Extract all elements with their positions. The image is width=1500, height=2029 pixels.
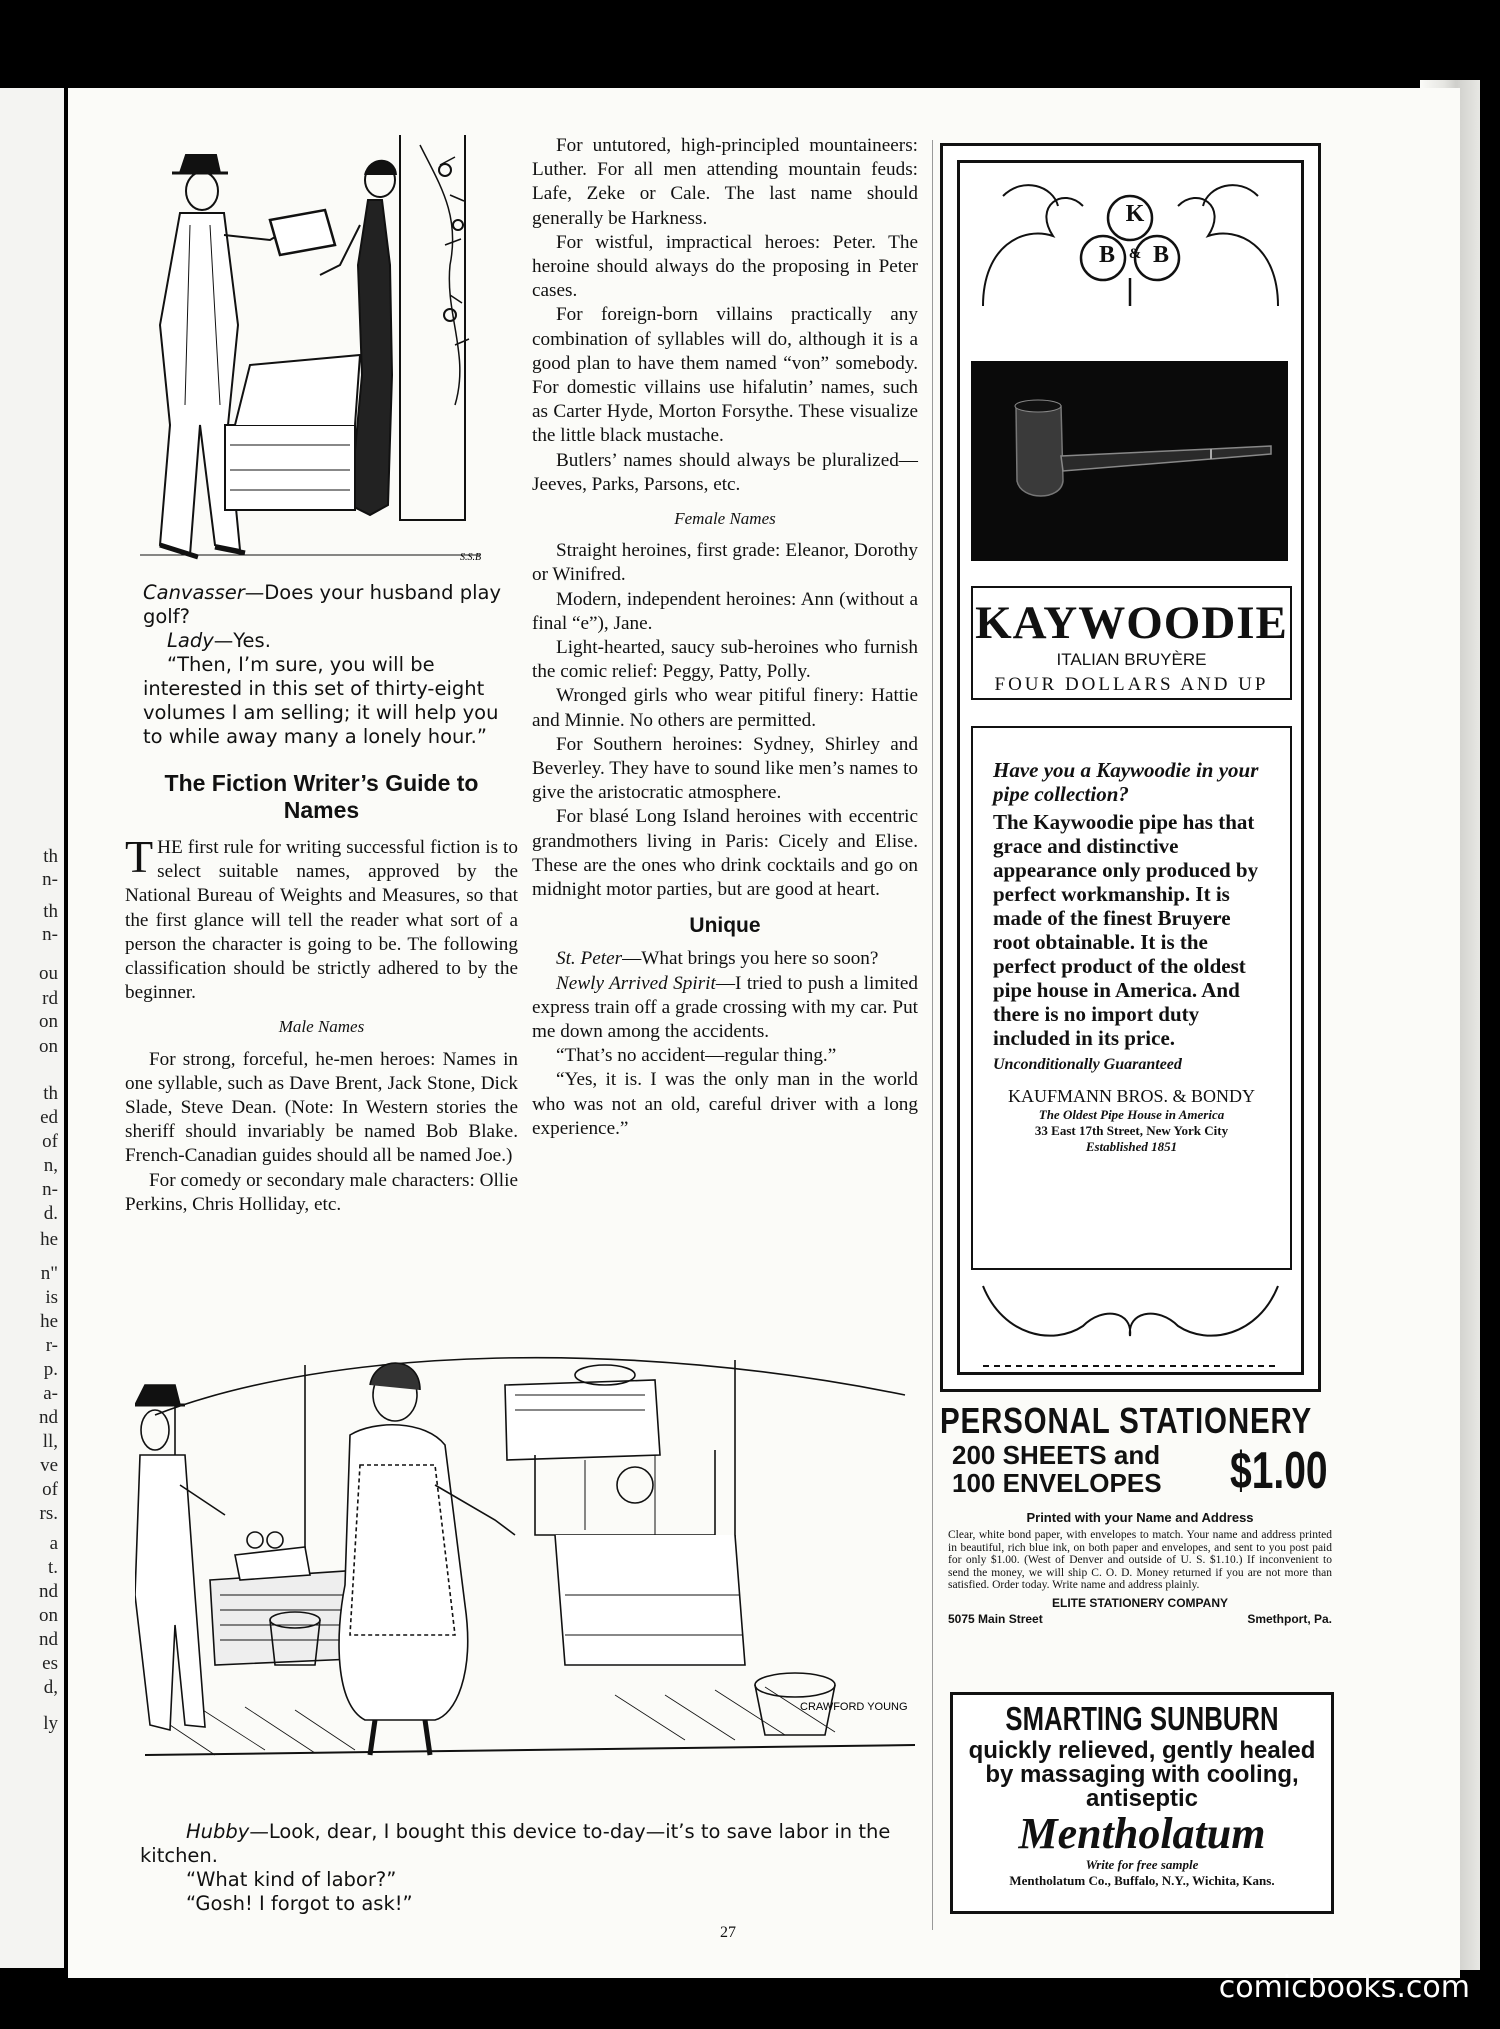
female-paragraph: For blasé Long Island heroines with eccentric grandmothers living in Paris: Cicely and Elise. These are the ones who drink cocktails and go on midnight motor parties, but are good at heart. — [532, 806, 918, 901]
emblem-letter: & — [1128, 246, 1142, 262]
ornament-top-icon — [963, 166, 1298, 316]
facing-page-edge — [0, 88, 64, 1968]
facing-page-fragment: rs. — [39, 1503, 58, 1524]
facing-page-fragment: nd — [39, 1581, 58, 1602]
facing-page-fragment: a- — [43, 1383, 58, 1404]
facing-page-fragment: ll, — [42, 1431, 58, 1452]
facing-page-fragment: is — [45, 1287, 58, 1308]
page-number: 27 — [720, 1924, 736, 1941]
brand-panel — [971, 586, 1292, 700]
article-left-column — [125, 770, 518, 1217]
unique-line: “That’s no accident—regular thing.” — [556, 1045, 837, 1067]
unique-line: “Yes, it is. I was the only man in the world who was not an old, careful driver with a long experience.” — [532, 1069, 918, 1139]
stationery-city: Smethport, Pa. — [1247, 1611, 1332, 1626]
stationery-price: $1.00 — [1230, 1442, 1328, 1500]
facing-page-fragment: of — [42, 1131, 58, 1152]
facing-page-fragment: ve — [40, 1455, 58, 1476]
kaywoodie-established: Established 1851 — [1085, 1139, 1178, 1154]
facing-page-fragment: nd — [39, 1629, 58, 1650]
unique-line: Newly Arrived Spirit—I tried to push a limited express train off a grade crossing with my car. Put me down among the accidents. — [532, 972, 918, 1042]
facing-page-fragment: th — [43, 901, 58, 922]
facing-page-fragment: he — [40, 1311, 58, 1332]
kaywoodie-copy-panel — [971, 726, 1292, 1270]
male-paragraph: For wistful, impractical heroes: Peter. The heroine should always do the proposing in Peter cases. — [532, 231, 918, 302]
emblem-letter: B — [1152, 242, 1169, 268]
kaywoodie-company: KAUFMANN BROS. & BONDY — [1007, 1086, 1256, 1106]
watermark: comicbooks.com — [1218, 1970, 1470, 2005]
facing-page-fragment: nd — [39, 1407, 58, 1428]
facing-page-fragment: r- — [45, 1335, 58, 1356]
column-divider — [932, 140, 933, 1930]
female-names-heading: Female Names — [674, 509, 776, 529]
male-paragraph: Butlers’ names should always be pluralized—Jeeves, Parks, Parsons, etc. — [532, 449, 918, 495]
male-paragraph: For strong, forceful, he-men heroes: Names in one syllable, such as Dave Brent, Jack Stone, Dick Slade, Steve Dean. (Note: In Western stories the sheriff should invariably be named Bob Blake. French-Canadian guides should all be named Joe.) — [125, 1048, 518, 1167]
hubby-caption: Hubby—Look, dear, I bought this device to-day—it’s to save labor in the kitchen. “What kind of labor?” “Gosh! I forgot to ask!” — [140, 1820, 891, 1915]
mentholatum-ad — [950, 1692, 1334, 1914]
stationery-ad — [940, 1402, 1340, 1657]
kaywoodie-guarantee: Unconditionally Guaranteed — [993, 1056, 1182, 1073]
facing-page-fragment: d, — [43, 1677, 58, 1698]
stationery-line1: 200 SHEETS and — [952, 1440, 1161, 1470]
facing-page-fragment: th — [43, 846, 58, 867]
stationery-printed: Printed with your Name and Address — [1026, 1510, 1254, 1525]
sunburn-sample: Write for free sample — [1085, 1857, 1199, 1872]
pipe-icon — [971, 361, 1288, 561]
facing-page-fragment: n" — [40, 1263, 58, 1284]
kaywoodie-tagline: The Oldest Pipe House in America — [1038, 1107, 1225, 1122]
female-paragraph: Modern, independent heroines: Ann (without a final “e”), Jane. — [532, 588, 918, 634]
stationery-company: ELITE STATIONERY COMPANY — [1051, 1595, 1228, 1610]
facing-page-fragment: a — [49, 1533, 58, 1554]
unique-heading: Unique — [689, 914, 761, 938]
facing-page-fragment: on — [39, 1011, 58, 1032]
facing-page-fragment: on — [39, 1605, 58, 1626]
kaywoodie-brand: KAYWOODIE — [975, 597, 1288, 649]
male-paragraph: For untutored, high-principled mountaineers: Luther. For all men attending mountain feuds: Lafe, Zeke or Cale. The last name should generally be Harkness. — [532, 135, 918, 229]
sunburn-body: quickly relieved, gently healed by massaging with cooling, antiseptic — [968, 1737, 1316, 1812]
female-paragraph: Light-hearted, saucy sub-heroines who furnish the comic relief: Peggy, Patty, Polly. — [532, 637, 918, 683]
emblem-letter: K — [1125, 201, 1145, 227]
facing-page-fragment: d. — [43, 1203, 58, 1224]
facing-page-fragment: n- — [42, 924, 58, 945]
article-middle-column — [532, 134, 918, 1141]
female-paragraph: For Southern heroines: Sydney, Shirley and Beverley. They have to sound like men’s names to give the aristocratic atmosphere. — [532, 733, 918, 804]
stationery-line2: 100 ENVELOPES — [952, 1468, 1162, 1498]
male-paragraph: For foreign-born villains practically any combination of syllables will do, although it is a good plan to have them named “von” somebody. For domestic villains use hifalutin’ names, such as Carter Hyde, Morton Forsythe. These visualize the little black mustache. — [532, 304, 918, 447]
facing-page-fragment: ly — [43, 1713, 58, 1734]
stationery-street: 5075 Main Street — [948, 1611, 1043, 1626]
mentholatum-brand: Mentholatum — [1018, 1809, 1266, 1858]
kaywoodie-question: Have you a Kaywoodie in your pipe collection? — [993, 758, 1259, 806]
kaywoodie-address: 33 East 17th Street, New York City — [1034, 1123, 1229, 1138]
facing-page-fragment: t. — [47, 1557, 58, 1578]
facing-page-fragment: n, — [43, 1155, 58, 1176]
facing-page-fragment: es — [42, 1653, 58, 1674]
kaywoodie-body: The Kaywoodie pipe has that grace and distinctive appearance only produced by perfect workmanship. It is made of the finest Bruyere root obtainable. It is the perfect product of the oldest pipe house in America. And there is no import duty included in its price. — [993, 810, 1259, 1050]
facing-page-fragment: th — [43, 1083, 58, 1104]
emblem-letter: B — [1098, 242, 1115, 268]
unique-line: St. Peter—What brings you here so soon? — [556, 948, 879, 970]
facing-page-fragment: ou — [39, 963, 58, 984]
canvasser-caption: Canvasser—Does your husband play golf? Lady—Yes. “Then, I’m sure, you will be interested in this set of thirty-eight volumes I am selling; it will help you to while away many a lonely hour.” — [143, 581, 502, 748]
facing-page-fragment: on — [39, 1036, 58, 1057]
article-title: The Fiction Writer’s Guide to Names — [164, 770, 479, 823]
stationery-body: Clear, white bond paper, with envelopes to match. Your name and address printed in beautiful, rich blue ink, on both paper and envelopes, and sent to you post paid for only $1.00. (West of Denver and outside of U. S. $1.10.) If inconvenient to send the money, we will ship C. O. D. Money returned if you are not more than satisfied. Order today. Write name and address plainly. — [948, 1529, 1332, 1591]
cartoon-signature: CRAWFORD YOUNG — [800, 1701, 908, 1713]
kaywoodie-price: FOUR DOLLARS AND UP — [994, 674, 1269, 695]
sunburn-headline: SMARTING SUNBURN — [1005, 1700, 1279, 1737]
stationery-headline: PERSONAL STATIONERY — [940, 1400, 1313, 1441]
male-names-heading: Male Names — [278, 1017, 365, 1037]
facing-page-fragment: n- — [42, 1179, 58, 1200]
facing-page-fragment: n- — [42, 869, 58, 890]
cartoon-signature: S.S.B — [460, 552, 482, 563]
pipe-photo — [971, 361, 1288, 561]
kaywoodie-sub: ITALIAN BRUYÈRE — [1056, 650, 1207, 669]
kaywoodie-ad — [940, 143, 1321, 1392]
facing-page-fragment: ed — [40, 1107, 58, 1128]
facing-page-fragment: of — [42, 1479, 58, 1500]
facing-page-fragment: rd — [42, 988, 58, 1009]
canvasser-cartoon — [120, 125, 500, 575]
ornament-bottom-icon — [963, 1276, 1298, 1376]
facing-page-fragment: p. — [43, 1359, 58, 1380]
female-paragraph: Straight heroines, first grade: Eleanor, Dorothy or Winifred. — [532, 540, 918, 586]
facing-page-fragment: he — [40, 1229, 58, 1250]
article-intro: THE first rule for writing successful fiction is to select suitable names, approved by the National Bureau of Weights and Measures, so that the first glance will tell the reader what sort of a person the character is going to be. The following classification should be strictly adhered to by the beginner. — [125, 831, 518, 1004]
kitchen-cartoon — [135, 1335, 925, 1815]
sunburn-company: Mentholatum Co., Buffalo, N.Y., Wichita, Kans. — [1009, 1873, 1275, 1888]
female-paragraph: Wronged girls who wear pitiful finery: Hattie and Minnie. No others are permitted. — [532, 685, 918, 731]
male-paragraph: For comedy or secondary male characters: Ollie Perkins, Chris Holliday, etc. — [125, 1169, 518, 1215]
